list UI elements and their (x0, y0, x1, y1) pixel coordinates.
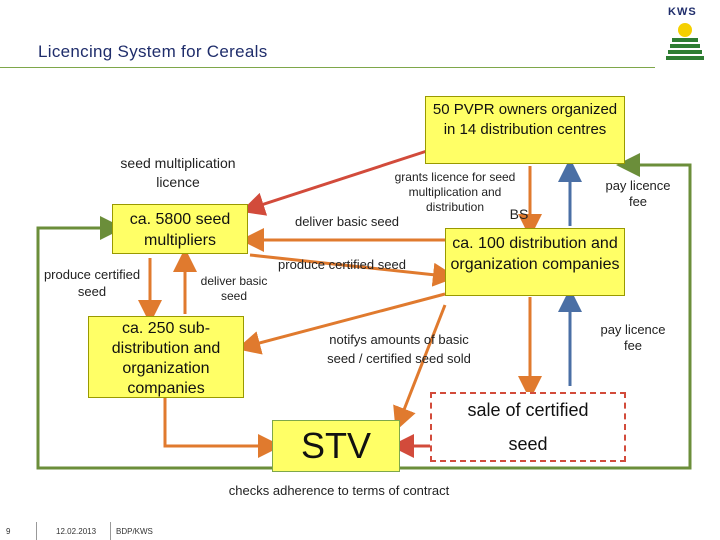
label-produce-left: produce certified seed (43, 267, 141, 299)
footer-divider-2 (110, 522, 111, 540)
subdistribution-box: ca. 250 sub-distribution and organization companies (88, 316, 244, 398)
footer-date: 12.02.2013 (56, 527, 97, 536)
label-deliver-left: deliver basic seed (200, 274, 268, 303)
label-pay-fee-top: pay licence fee (605, 178, 671, 209)
pvpr-owners-box: 50 PVPR owners organized in 14 distribution centres (425, 96, 625, 164)
label-bs: BS (509, 206, 529, 222)
label-notifys: notifys amounts of basic seed / certified seed sold (327, 332, 471, 366)
distribution-box: ca. 100 distribution and organization companies (445, 228, 625, 296)
footer-author: BDP/KWS (116, 527, 153, 536)
sale-box (430, 392, 626, 462)
label-seed-mult-licence: seed multiplication licence (120, 155, 236, 190)
footer (0, 520, 720, 540)
arrow-sub-to-stv (165, 398, 270, 446)
multipliers-box: ca. 5800 seed multipliers (112, 204, 248, 254)
sale-line-2: seed (508, 434, 548, 454)
label-checks: checks adherence to terms of contract (228, 483, 450, 498)
label-produce-certified-mid: produce certified seed (278, 257, 406, 272)
page-number: 9 (6, 527, 11, 536)
slide-title: Licencing System for Cereals (38, 42, 268, 61)
stv-box: STV (272, 420, 400, 472)
footer-divider-1 (36, 522, 37, 540)
label-grants-licence: grants licence for seed multiplication and distribution (394, 170, 516, 214)
logo-text: KWS (668, 6, 697, 18)
sale-line-1: sale of certified (467, 400, 589, 420)
label-deliver-basic-top: deliver basic seed (294, 214, 400, 229)
label-pay-fee-right: pay licence fee (600, 322, 666, 353)
